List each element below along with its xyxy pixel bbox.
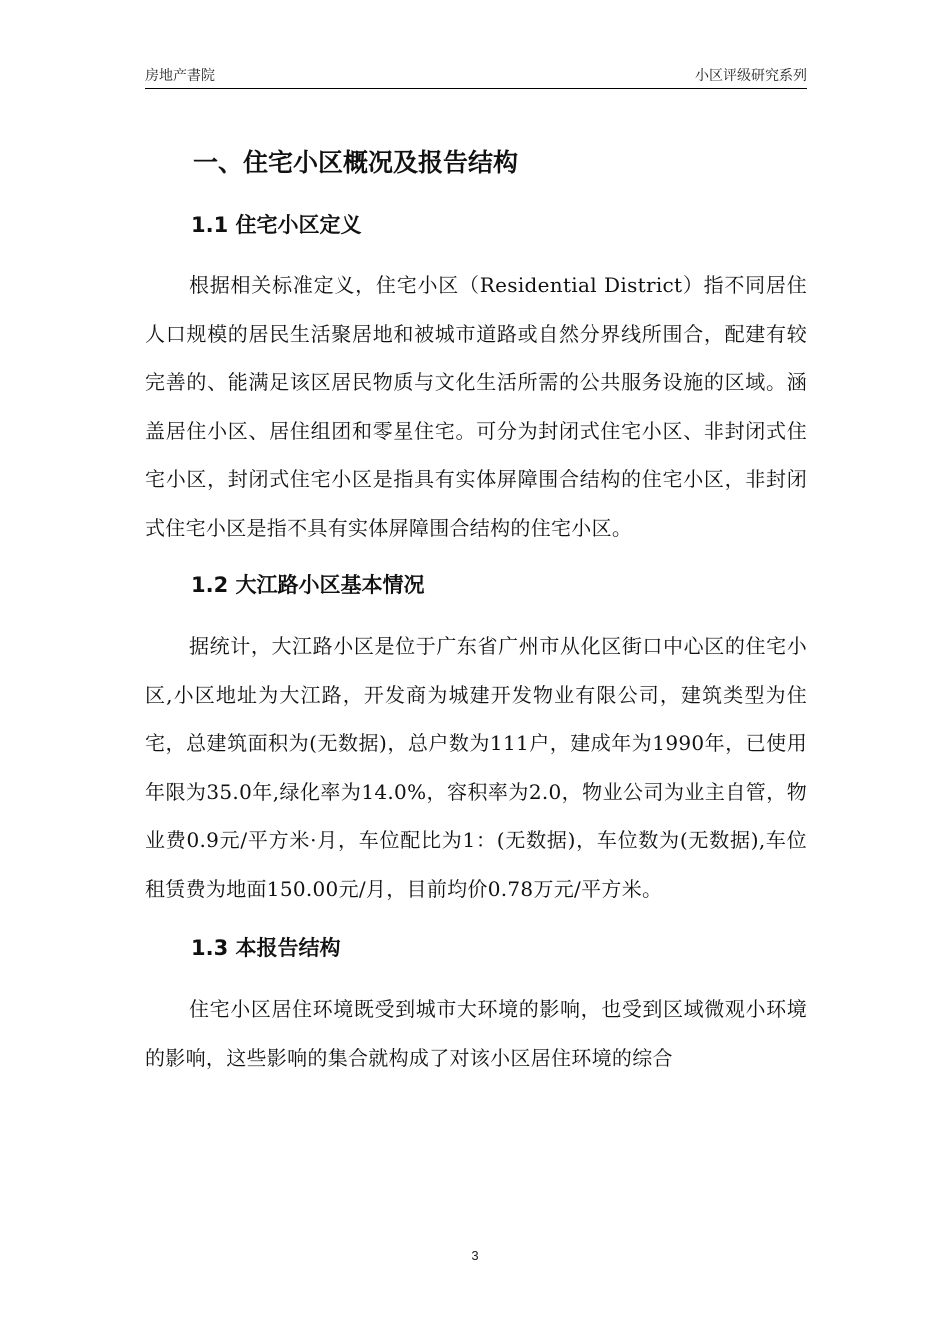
header-series-title: 小区评级研究系列 — [695, 68, 807, 84]
section-paragraph-definition: 根据相关标准定义，住宅小区（Residential District）指不同居住人口规模的居民生活聚居地和被城市道路或自然分界线所围合，配建有较完善的、能满足该区居民物质与文化生活所需的公共服务设施的区域。涵盖居住小区、居住组团和零星住宅。可分为封闭式住宅小区、非封闭式住宅小区，封闭式住宅小区是指具有实体屏障围合结构的住宅小区，非封闭式住宅小区是指不具有实体屏障围合结构的住宅小区。 — [145, 273, 807, 540]
section-paragraph-report-structure: 住宅小区居住环境既受到城市大环境的影响，也受到区域微观小环境的影响，这些影响的集合就构成了对该小区居住环境的综合 — [145, 997, 807, 1070]
section-heading-definition: 1.1 住宅小区定义 — [191, 213, 362, 237]
section-heading-basic-info: 1.2 大江路小区基本情况 — [191, 573, 425, 597]
header-rule — [145, 88, 807, 89]
page-number: 3 — [471, 1248, 479, 1263]
page-header — [145, 66, 807, 86]
chapter-heading: 一、住宅小区概况及报告结构 — [193, 148, 519, 177]
page-content — [145, 138, 807, 1082]
section-heading-report-structure: 1.3 本报告结构 — [191, 936, 341, 960]
header-publisher: 房地产書院 — [145, 68, 215, 84]
section-paragraph-basic-info: 据统计，大江路小区是位于广东省广州市从化区街口中心区的住宅小区,小区地址为大江路，开发商为城建开发物业有限公司，建筑类型为住宅，总建筑面积为(无数据)，总户数为111户，建成年为1990年，已使用年限为35.0年,绿化率为14.0%，容积率为2.0，物业公司为业主自管，物业费0.9元/平方米·月，车位配比为1：(无数据)，车位数为(无数据),车位租赁费为地面150.00元/月，目前均价0.78万元/平方米。 — [145, 634, 807, 901]
